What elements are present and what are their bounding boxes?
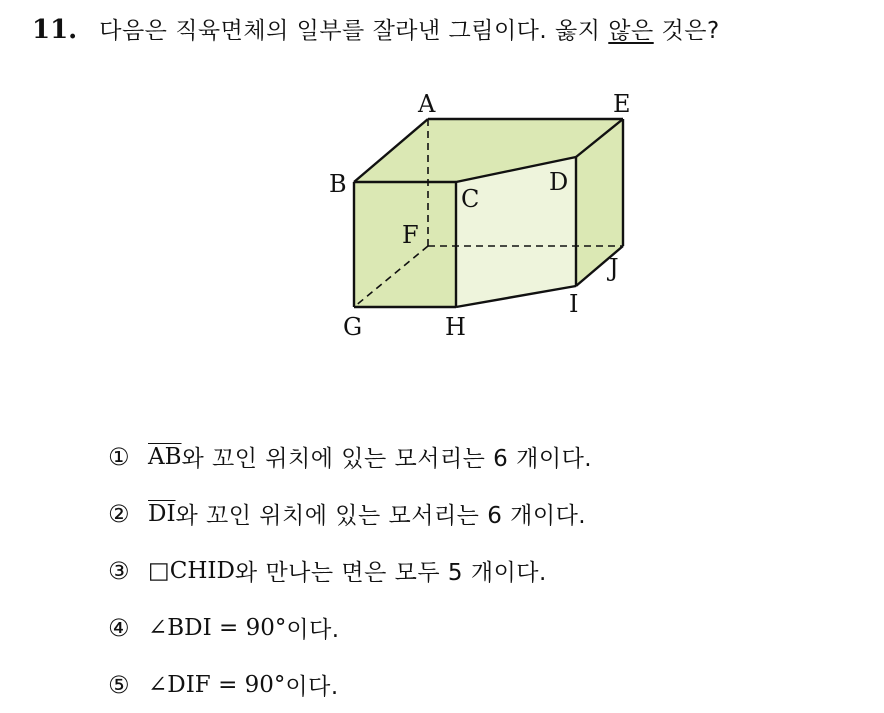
choice-1-text: 와 꼬인 위치에 있는 모서리는 6 개이다. [181,446,593,472]
vertex-label-h: H [445,313,466,341]
answer-choices [108,428,592,713]
choice-3-text: 와 만나는 면은 모두 5 개이다. [234,560,547,586]
choice-4-text: 이다. [286,617,340,643]
choice-1[interactable] [108,428,592,485]
vertex-label-b: B [329,170,347,198]
question-text-after: 것은? [653,18,720,44]
choice-2-number: ② [108,499,130,528]
choice-5-math: ∠DIF = 90° [148,671,286,698]
vertex-label-a: A [418,90,436,118]
choice-2-segment: $\overline{DI}$ [148,500,176,527]
question-text-before: 다음은 직육면체의 일부를 잘라낸 그림이다. 옳지 [99,18,609,44]
choice-5-text: 이다. [285,674,339,700]
choice-5[interactable] [108,656,592,713]
choice-1-number: ① [108,442,130,471]
choice-5-number: ⑤ [108,670,130,699]
choice-1-segment: $\overline{AB}$ [148,443,182,470]
vertex-label-e: E [613,90,631,118]
vertex-label-f: F [402,221,419,249]
choice-2-text: 와 꼬인 위치에 있는 모서리는 6 개이다. [175,503,587,529]
choice-4-math: ∠BDI = 90° [148,614,287,641]
vertex-label-i: I [569,290,579,318]
choice-3-math: □CHID [148,557,235,584]
vertex-label-j: J [609,254,619,282]
choice-2[interactable] [108,485,592,542]
vertex-label-g: G [343,313,363,341]
choice-3-number: ③ [108,556,130,585]
choice-4-number: ④ [108,613,130,642]
choice-3[interactable] [108,542,592,599]
vertex-label-d: D [549,168,569,196]
question-text-emphasis: 않은 [608,18,654,44]
question-number: 11. [32,15,78,45]
choice-4[interactable] [108,599,592,656]
vertex-label-c: C [461,185,480,213]
